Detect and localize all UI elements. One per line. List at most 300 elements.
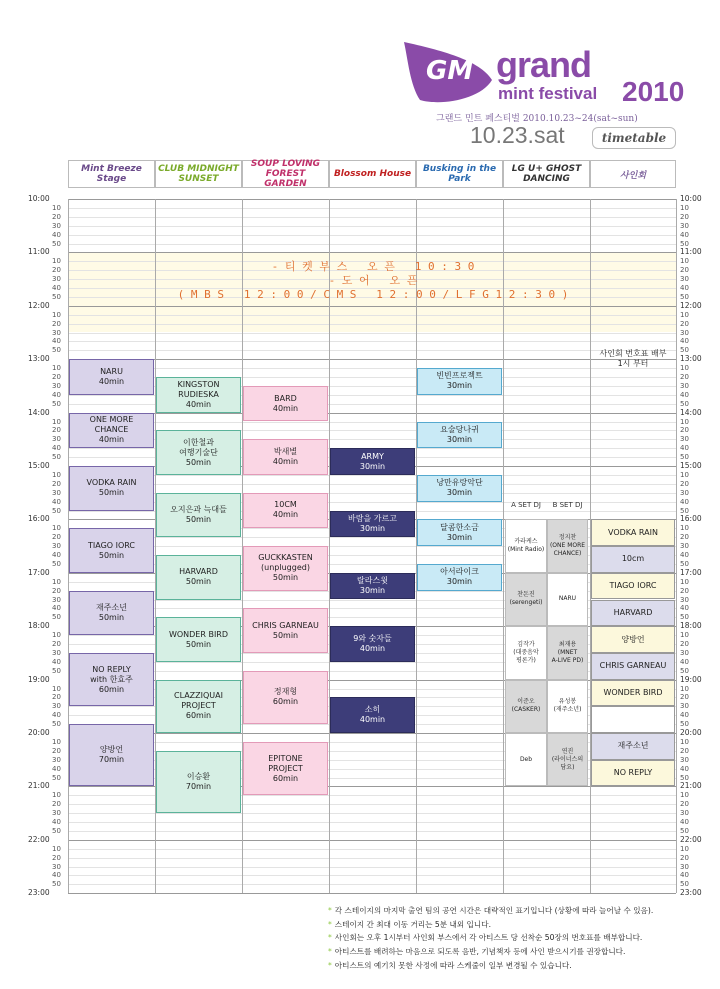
artist-name: 아서라이크 xyxy=(440,567,479,577)
minute-tick: 20 xyxy=(52,586,61,595)
duration: 50min xyxy=(185,514,212,524)
minute-tick: 20 xyxy=(680,853,689,862)
minute-tick: 10 xyxy=(52,631,61,640)
minute-tick: 20 xyxy=(52,266,61,275)
minute-tick: 10 xyxy=(680,470,689,479)
artist-name: 낭만유랑악단 xyxy=(436,478,483,488)
minute-tick: 10 xyxy=(52,737,61,746)
hour-label: 15:00 xyxy=(680,461,702,470)
artist-name: CHRIS GARNEAU xyxy=(252,620,319,630)
minute-tick: 40 xyxy=(52,764,61,773)
performance-block[interactable] xyxy=(591,546,675,573)
minute-tick: 50 xyxy=(680,666,689,675)
minute-tick: 10 xyxy=(52,417,61,426)
hour-label: 23:00 xyxy=(28,888,50,898)
minute-tick: 50 xyxy=(680,453,689,462)
minute-tick: 50 xyxy=(52,559,61,568)
performance-block[interactable] xyxy=(330,697,415,733)
minute-line xyxy=(68,235,676,236)
minute-tick: 10 xyxy=(680,684,689,693)
sign-session-note: 사인회 번호표 배부 1시 부터 xyxy=(599,349,667,369)
footnotes xyxy=(328,904,698,973)
minute-tick: 10 xyxy=(52,470,61,479)
artist-name: BARD xyxy=(274,393,297,403)
minute-tick: 20 xyxy=(680,746,689,755)
hour-label: 15:00 xyxy=(28,461,50,470)
artist-name: 10cm xyxy=(621,554,645,564)
performance-block[interactable] xyxy=(591,760,675,787)
minute-line xyxy=(68,849,676,850)
minute-tick: 20 xyxy=(680,640,689,648)
artist-name: 이승환 xyxy=(186,771,211,781)
artist-name: 요술당나귀 xyxy=(440,424,479,434)
stage-header: Blossom House xyxy=(329,160,416,188)
performance-block[interactable] xyxy=(243,671,328,724)
minute-tick: 20 xyxy=(680,319,689,328)
dj-block[interactable]: 이준오 (CASKER) xyxy=(505,680,547,733)
minute-tick: 40 xyxy=(52,871,61,880)
duration: 50min xyxy=(185,457,212,467)
artist-name: NO REPLY xyxy=(613,768,653,778)
artist-name: 박새별 xyxy=(273,447,298,457)
hour-label: 17:00 xyxy=(28,567,50,577)
duration: 30min xyxy=(446,434,473,444)
performance-block[interactable] xyxy=(69,528,154,573)
minute-tick: 50 xyxy=(52,613,61,622)
artist-name: ARMY xyxy=(361,451,384,461)
performance-block[interactable] xyxy=(417,422,502,449)
minute-tick: 50 xyxy=(52,453,61,462)
duration: 40min xyxy=(272,510,299,520)
minute-tick: 20 xyxy=(680,533,689,542)
artist-name: 양방언 xyxy=(621,634,645,644)
performance-block[interactable] xyxy=(156,377,241,413)
minute-tick: 10 xyxy=(680,791,689,800)
performance-block[interactable] xyxy=(156,430,241,475)
performance-block[interactable] xyxy=(69,359,154,395)
stage-header: Busking in the Park xyxy=(416,160,503,188)
artist-name: 달콤한소금 xyxy=(440,522,479,532)
minute-tick: 40 xyxy=(52,284,61,292)
minute-tick: 40 xyxy=(680,497,689,506)
footnote: * 각 스테이지의 마지막 출연 팀의 공연 시간은 대략적인 표기입니다 (상황에 따라 늘어날 수 있음). xyxy=(328,906,654,915)
minute-tick: 40 xyxy=(52,337,61,346)
dj-block[interactable]: NARU xyxy=(547,573,588,626)
artist-name: 랄라스윗 xyxy=(357,576,388,586)
performance-block[interactable] xyxy=(69,413,154,449)
minute-tick: 30 xyxy=(52,328,61,337)
minute-tick: 40 xyxy=(680,390,689,399)
artist-name: TIAGO IORC xyxy=(609,581,657,591)
festival-subtitle: 그랜드 민트 페스티벌 2010.10.23~24(sat~sun) xyxy=(436,114,638,124)
hour-label: 21:00 xyxy=(28,781,50,791)
performance-block[interactable] xyxy=(417,368,502,395)
performance-block[interactable] xyxy=(69,653,154,706)
dj-block[interactable]: 연진 (라이너스의 담요) xyxy=(547,733,588,786)
footnote: * 아티스트를 배려하는 마음으로 되도록 음반, 기념책자 등에 사인 받으시기를 권장합니다. xyxy=(328,947,626,957)
minute-tick: 50 xyxy=(52,826,61,835)
hour-label: 22:00 xyxy=(680,834,702,844)
hour-label: 16:00 xyxy=(28,514,50,524)
artist-name: 10CM xyxy=(274,500,297,510)
performance-block[interactable] xyxy=(591,680,675,707)
artist-name: 9와 숫자들 xyxy=(353,633,392,643)
minute-tick: 20 xyxy=(680,266,689,275)
duration: 40min xyxy=(185,399,212,409)
hour-label: 19:00 xyxy=(680,674,702,684)
performance-block[interactable] xyxy=(156,751,241,813)
notice-line: - 티 켓 부 스 오 픈 1 0 : 3 0 xyxy=(271,260,475,273)
artist-name: CLAZZIQUAI PROJECT xyxy=(173,691,223,711)
minute-tick: 40 xyxy=(52,604,61,613)
minute-tick: 50 xyxy=(680,773,689,782)
minute-tick: 20 xyxy=(52,212,61,221)
hour-label: 14:00 xyxy=(28,407,50,417)
minute-line xyxy=(68,884,676,885)
artist-name: HARVARD xyxy=(179,567,218,577)
minute-tick: 10 xyxy=(680,364,689,373)
artist-name: 빈빈프로젝트 xyxy=(436,371,483,381)
duration: 50min xyxy=(272,630,299,640)
hour-label: 13:00 xyxy=(680,354,702,364)
duration: 40min xyxy=(98,435,125,445)
minute-tick: 20 xyxy=(680,373,689,381)
minute-tick: 10 xyxy=(52,524,61,533)
minute-tick: 30 xyxy=(52,809,61,818)
minute-tick: 30 xyxy=(680,648,689,657)
minute-tick: 30 xyxy=(52,542,61,551)
minute-tick: 20 xyxy=(680,479,689,488)
minute-line xyxy=(68,422,676,423)
performance-block[interactable] xyxy=(156,555,241,600)
minute-tick: 10 xyxy=(52,577,61,586)
stage-header: Mint Breeze Stage xyxy=(68,160,155,188)
minute-tick: 30 xyxy=(680,542,689,551)
performance-block[interactable] xyxy=(591,733,675,760)
duration: 40min xyxy=(98,376,125,386)
duration: 30min xyxy=(446,532,473,542)
minute-tick: 10 xyxy=(680,737,689,746)
minute-tick: 40 xyxy=(680,764,689,773)
minute-tick: 40 xyxy=(680,657,689,666)
dj-block[interactable]: 찬돈진 (serengeti) xyxy=(505,573,547,626)
hour-label: 12:00 xyxy=(680,300,702,310)
dj-set-header: A SET DJ xyxy=(511,500,541,509)
dj-block[interactable]: 정지찬 (ONE MORE CHANCE) xyxy=(547,519,588,572)
performance-block[interactable] xyxy=(243,386,328,422)
minute-line xyxy=(68,208,676,209)
performance-block[interactable] xyxy=(591,573,675,600)
minute-tick: 10 xyxy=(680,844,689,853)
minute-tick: 30 xyxy=(52,488,61,497)
performance-block[interactable] xyxy=(591,600,675,627)
artist-name: GUCKKASTEN (unplugged) xyxy=(258,553,313,573)
minute-tick: 20 xyxy=(680,212,689,221)
duration: 30min xyxy=(446,577,473,587)
artist-name: 재주소년 xyxy=(96,602,127,612)
performance-block[interactable] xyxy=(330,448,415,475)
logo-mark: GM xyxy=(426,56,474,86)
minute-tick: 20 xyxy=(52,746,61,755)
logo-grand: grand xyxy=(496,44,592,85)
minute-tick: 40 xyxy=(52,657,61,666)
artist-name: WONDER BIRD xyxy=(168,629,229,639)
minute-tick: 50 xyxy=(680,559,689,568)
minute-line xyxy=(68,368,676,369)
duration: 30min xyxy=(359,586,386,596)
minute-tick: 40 xyxy=(680,444,689,453)
minute-tick: 10 xyxy=(52,257,61,266)
minute-tick: 50 xyxy=(52,773,61,782)
duration: 50min xyxy=(98,612,125,622)
minute-tick: 20 xyxy=(52,373,61,381)
minute-tick: 50 xyxy=(680,880,689,889)
hour-label: 17:00 xyxy=(680,567,702,577)
performance-block[interactable] xyxy=(330,511,415,538)
performance-block[interactable] xyxy=(591,519,675,546)
minute-line xyxy=(68,226,676,227)
minute-tick: 40 xyxy=(680,551,689,559)
hour-label: 21:00 xyxy=(680,781,702,791)
hour-label: 18:00 xyxy=(28,621,50,631)
artist-name: 소히 xyxy=(364,705,381,715)
performance-block[interactable] xyxy=(156,493,241,538)
artist-name: NARU xyxy=(100,366,123,376)
minute-tick: 20 xyxy=(52,426,61,435)
minute-tick: 40 xyxy=(52,444,61,453)
duration: 40min xyxy=(359,715,386,725)
footnote: * 아티스트의 예기치 못한 사정에 따라 스케줄이 일부 변경될 수 있습니다. xyxy=(328,960,572,970)
notice-line: ( M B S 1 2 : 0 0 / C M S 1 2 : 0 0 / L F G 1 2 : 3 0 ) xyxy=(177,288,569,301)
minute-tick: 20 xyxy=(52,853,61,862)
hour-label: 13:00 xyxy=(28,354,50,364)
minute-tick: 30 xyxy=(680,435,689,444)
minute-tick: 40 xyxy=(680,604,689,613)
duration: 50min xyxy=(98,550,125,560)
artist-name: 바람을 가르고 xyxy=(348,513,397,523)
hour-label: 14:00 xyxy=(680,407,702,417)
artist-name: ONE MORE CHANCE xyxy=(89,415,134,435)
performance-block[interactable] xyxy=(591,626,675,653)
minute-tick: 30 xyxy=(52,275,61,284)
performance-block[interactable] xyxy=(69,724,154,786)
minute-tick: 20 xyxy=(680,586,689,595)
artist-name: VODKA RAIN xyxy=(608,527,658,537)
minute-tick: 50 xyxy=(680,506,689,515)
minute-tick: 50 xyxy=(52,399,61,408)
minute-tick: 30 xyxy=(680,328,689,337)
artist-name: NO REPLY with 한효주 xyxy=(90,664,133,684)
minute-tick: 50 xyxy=(680,613,689,622)
minute-tick: 50 xyxy=(52,346,61,355)
minute-tick: 10 xyxy=(680,417,689,426)
hour-label: 16:00 xyxy=(680,514,702,524)
minute-line xyxy=(68,475,676,476)
performance-block[interactable] xyxy=(69,591,154,636)
artist-name: 오지은과 늑대들 xyxy=(170,504,227,514)
hour-label: 23:00 xyxy=(680,888,702,898)
duration: 50min xyxy=(272,573,299,583)
performance-block[interactable] xyxy=(243,546,328,591)
minute-line xyxy=(68,813,676,814)
minute-tick: 30 xyxy=(680,488,689,497)
duration: 60min xyxy=(185,711,212,721)
artist-name: 이한철과 여행기술단 xyxy=(179,437,218,457)
minute-tick: 10 xyxy=(680,524,689,533)
minute-line xyxy=(68,875,676,876)
stage-header: LG U+ GHOST DANCING xyxy=(503,160,590,188)
minute-tick: 50 xyxy=(52,292,61,301)
minute-tick: 10 xyxy=(680,577,689,586)
timetable-label: timetable xyxy=(592,127,676,149)
stage-header: SOUP LOVING FOREST GARDEN xyxy=(242,160,329,188)
minute-line xyxy=(68,333,676,334)
minute-tick: 50 xyxy=(52,506,61,515)
hour-label: 10:00 xyxy=(680,194,702,203)
minute-line xyxy=(68,867,676,868)
hour-line xyxy=(68,840,676,841)
minute-tick: 30 xyxy=(52,595,61,604)
stage-header: 사인회 xyxy=(590,160,676,188)
minute-line xyxy=(68,341,676,342)
performance-block[interactable] xyxy=(243,493,328,529)
minute-tick: 40 xyxy=(680,230,689,239)
performance-block[interactable] xyxy=(156,680,241,733)
performance-block[interactable] xyxy=(417,519,502,546)
performance-block[interactable] xyxy=(330,573,415,600)
artist-name: 정재형 xyxy=(273,687,298,697)
minute-tick: 40 xyxy=(680,284,689,292)
minute-tick: 30 xyxy=(52,702,61,711)
minute-tick: 10 xyxy=(52,684,61,693)
minute-tick: 50 xyxy=(680,292,689,301)
minute-tick: 20 xyxy=(52,319,61,328)
footnote: * 스테이지 간 최대 이동 거리는 5분 내외 입니다. xyxy=(328,919,491,929)
minute-tick: 30 xyxy=(52,221,61,230)
minute-tick: 40 xyxy=(52,818,61,826)
minute-tick: 50 xyxy=(52,666,61,675)
minute-line xyxy=(68,350,676,351)
minute-tick: 20 xyxy=(680,693,689,702)
artist-name: 양방언 xyxy=(99,745,124,755)
minute-tick: 40 xyxy=(680,711,689,720)
duration: 50min xyxy=(185,639,212,649)
hour-label: 18:00 xyxy=(680,621,702,631)
performance-block[interactable] xyxy=(243,439,328,475)
logo-year: 2010 xyxy=(622,76,685,107)
minute-tick: 40 xyxy=(680,818,689,826)
minute-tick: 40 xyxy=(680,337,689,346)
duration: 60min xyxy=(272,773,299,783)
duration: 70min xyxy=(98,755,125,765)
performance-block[interactable] xyxy=(591,653,675,680)
duration: 30min xyxy=(359,461,386,471)
artist-name: CHRIS GARNEAU xyxy=(599,661,667,671)
minute-tick: 30 xyxy=(680,862,689,871)
duration: 40min xyxy=(359,643,386,653)
minute-tick: 20 xyxy=(52,640,61,648)
minute-tick: 10 xyxy=(52,844,61,853)
duration: 60min xyxy=(272,697,299,707)
minute-tick: 30 xyxy=(680,221,689,230)
performance-block[interactable] xyxy=(417,475,502,502)
artist-name: KINGSTON RUDIESKA xyxy=(177,379,220,399)
minute-tick: 30 xyxy=(52,755,61,764)
minute-tick: 50 xyxy=(680,399,689,408)
duration: 70min xyxy=(185,781,212,791)
minute-tick: 40 xyxy=(52,390,61,399)
minute-line xyxy=(68,858,676,859)
minute-tick: 30 xyxy=(52,381,61,390)
performance-block[interactable] xyxy=(156,617,241,662)
minute-tick: 50 xyxy=(52,880,61,889)
minute-tick: 10 xyxy=(680,310,689,319)
minute-tick: 40 xyxy=(680,871,689,880)
minute-tick: 40 xyxy=(52,551,61,559)
artist-name: HARVARD xyxy=(613,607,653,617)
artist-name: TIAGO IORC xyxy=(87,540,136,550)
minute-tick: 20 xyxy=(52,693,61,702)
performance-block[interactable] xyxy=(69,466,154,511)
duration: 40min xyxy=(272,457,299,467)
minute-tick: 10 xyxy=(52,310,61,319)
minute-line xyxy=(68,217,676,218)
minute-tick: 20 xyxy=(680,426,689,435)
dj-block[interactable]: 카라케스 (Mint Radio) xyxy=(505,519,547,572)
minute-tick: 20 xyxy=(680,800,689,809)
dj-block[interactable]: Deb xyxy=(505,733,547,786)
performance-block[interactable] xyxy=(243,742,328,795)
minute-tick: 50 xyxy=(680,720,689,729)
dj-block[interactable]: 김작가 (대중음악 평론가) xyxy=(505,626,547,679)
minute-tick: 10 xyxy=(52,791,61,800)
page-date: 10.23.sat xyxy=(470,122,565,148)
minute-line xyxy=(68,484,676,485)
minute-tick: 40 xyxy=(52,230,61,239)
artist-name: VODKA RAIN xyxy=(86,478,137,488)
duration: 40min xyxy=(272,403,299,413)
duration: 30min xyxy=(446,381,473,391)
hour-label: 11:00 xyxy=(680,247,702,257)
minute-tick: 30 xyxy=(52,862,61,871)
minute-tick: 10 xyxy=(52,203,61,212)
stage-header: CLUB MIDNIGHT SUNSET xyxy=(155,160,242,188)
performance-block[interactable] xyxy=(330,626,415,662)
hour-line xyxy=(68,893,676,894)
minute-tick: 50 xyxy=(52,720,61,729)
minute-tick: 10 xyxy=(680,631,689,640)
performance-block[interactable] xyxy=(417,564,502,591)
duration: 30min xyxy=(446,488,473,498)
hour-label: 10:00 xyxy=(28,194,50,203)
duration: 60min xyxy=(98,684,125,694)
dj-block[interactable]: 유성봉 (재주소년) xyxy=(547,680,588,733)
dj-set-header: B SET DJ xyxy=(552,500,583,509)
hour-label: 19:00 xyxy=(28,674,50,684)
performance-block[interactable] xyxy=(243,608,328,653)
hour-label: 20:00 xyxy=(680,728,702,737)
minute-tick: 30 xyxy=(52,435,61,444)
performance-block[interactable] xyxy=(591,706,675,733)
minute-tick: 30 xyxy=(680,809,689,818)
minute-tick: 30 xyxy=(680,381,689,390)
minute-tick: 20 xyxy=(52,533,61,542)
minute-tick: 50 xyxy=(680,826,689,835)
dj-block[interactable]: 최재용 (MNET A-LIVE PD) xyxy=(547,626,588,679)
minute-line xyxy=(68,244,676,245)
hour-line xyxy=(68,359,676,360)
duration: 50min xyxy=(185,577,212,587)
